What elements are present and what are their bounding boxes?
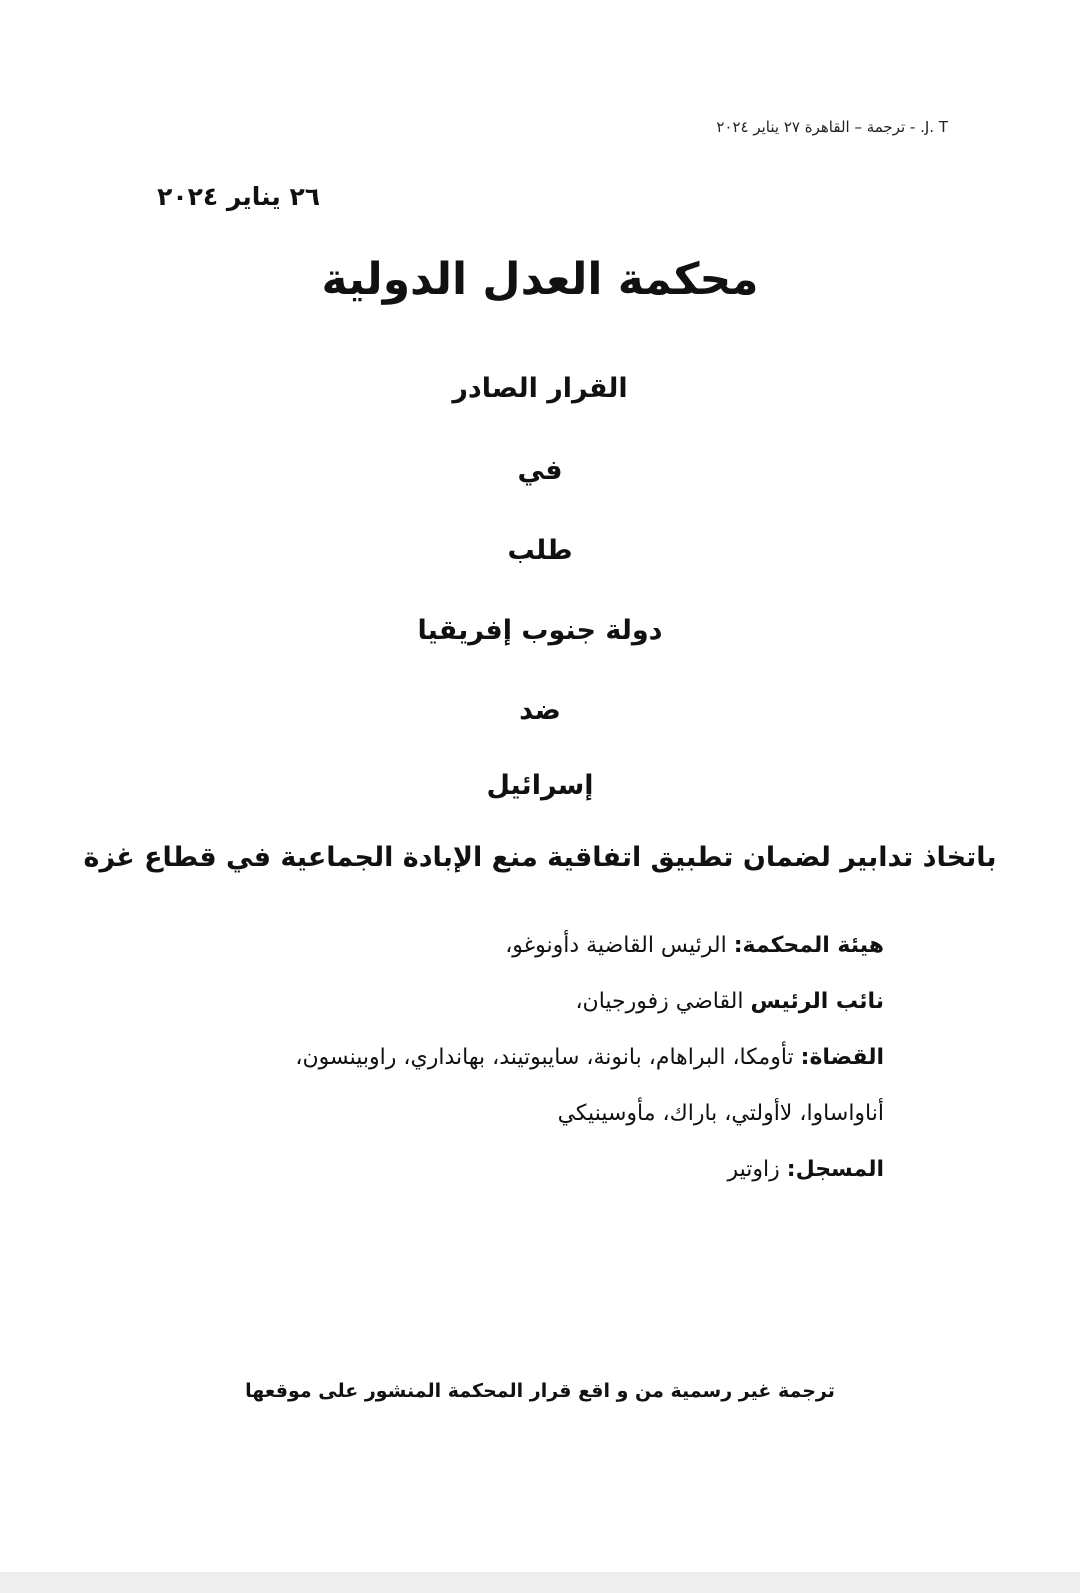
composition-row-registrar <box>184 1142 884 1198</box>
versus-line: ضد <box>519 695 561 726</box>
composition-row-vice <box>184 974 884 1030</box>
judges-value-continued: أناواساوا، لاأولتي، باراك، مأوسينيكي <box>557 1101 884 1126</box>
judges-value: تأومكا، البراهام، بانونة، سايبوتيند، بهانداري، راوبينسون، <box>295 1045 801 1070</box>
document-date: ٢٦ يناير ٢٠٢٤ <box>157 182 320 211</box>
court-title: محكمة العدل الدولية <box>321 254 759 305</box>
unofficial-translation-note: ترجمة غير رسمية من و اقع قرار المحكمة المنشور على موقعها <box>245 1380 835 1402</box>
order-heading: القرار الصادر <box>452 373 628 404</box>
composition-row-court <box>184 918 884 974</box>
court-label: هيئة المحكمة: <box>733 933 884 958</box>
court-composition <box>184 918 884 1198</box>
respondent-line: إسرائيل <box>486 770 594 801</box>
vice-president-label: نائب الرئيس <box>750 989 884 1014</box>
vice-president-value: القاضي زفورجيان، <box>575 989 751 1014</box>
page-bottom-strip <box>0 1572 1080 1593</box>
applicant-line: دولة جنوب إفريقيا <box>417 615 663 646</box>
translation-header-note: J. T. - ترجمة – القاهرة ٢٧ يناير ٢٠٢٤ <box>716 118 948 136</box>
composition-row-judges <box>184 1030 884 1086</box>
court-value: الرئيس القاضية دأونوغو، <box>505 933 734 958</box>
request-line: طلب <box>507 535 573 566</box>
composition-row-judges-continued <box>184 1086 884 1142</box>
registrar-label: المسجل: <box>786 1157 884 1182</box>
judges-label: القضاة: <box>800 1045 884 1070</box>
registrar-value: زاوتير <box>727 1157 787 1182</box>
case-subtitle: باتخاذ تدابير لضمان تطبيق اتفاقية منع الإبادة الجماعية في قطاع غزة <box>83 842 997 873</box>
in-line: في <box>517 455 563 486</box>
